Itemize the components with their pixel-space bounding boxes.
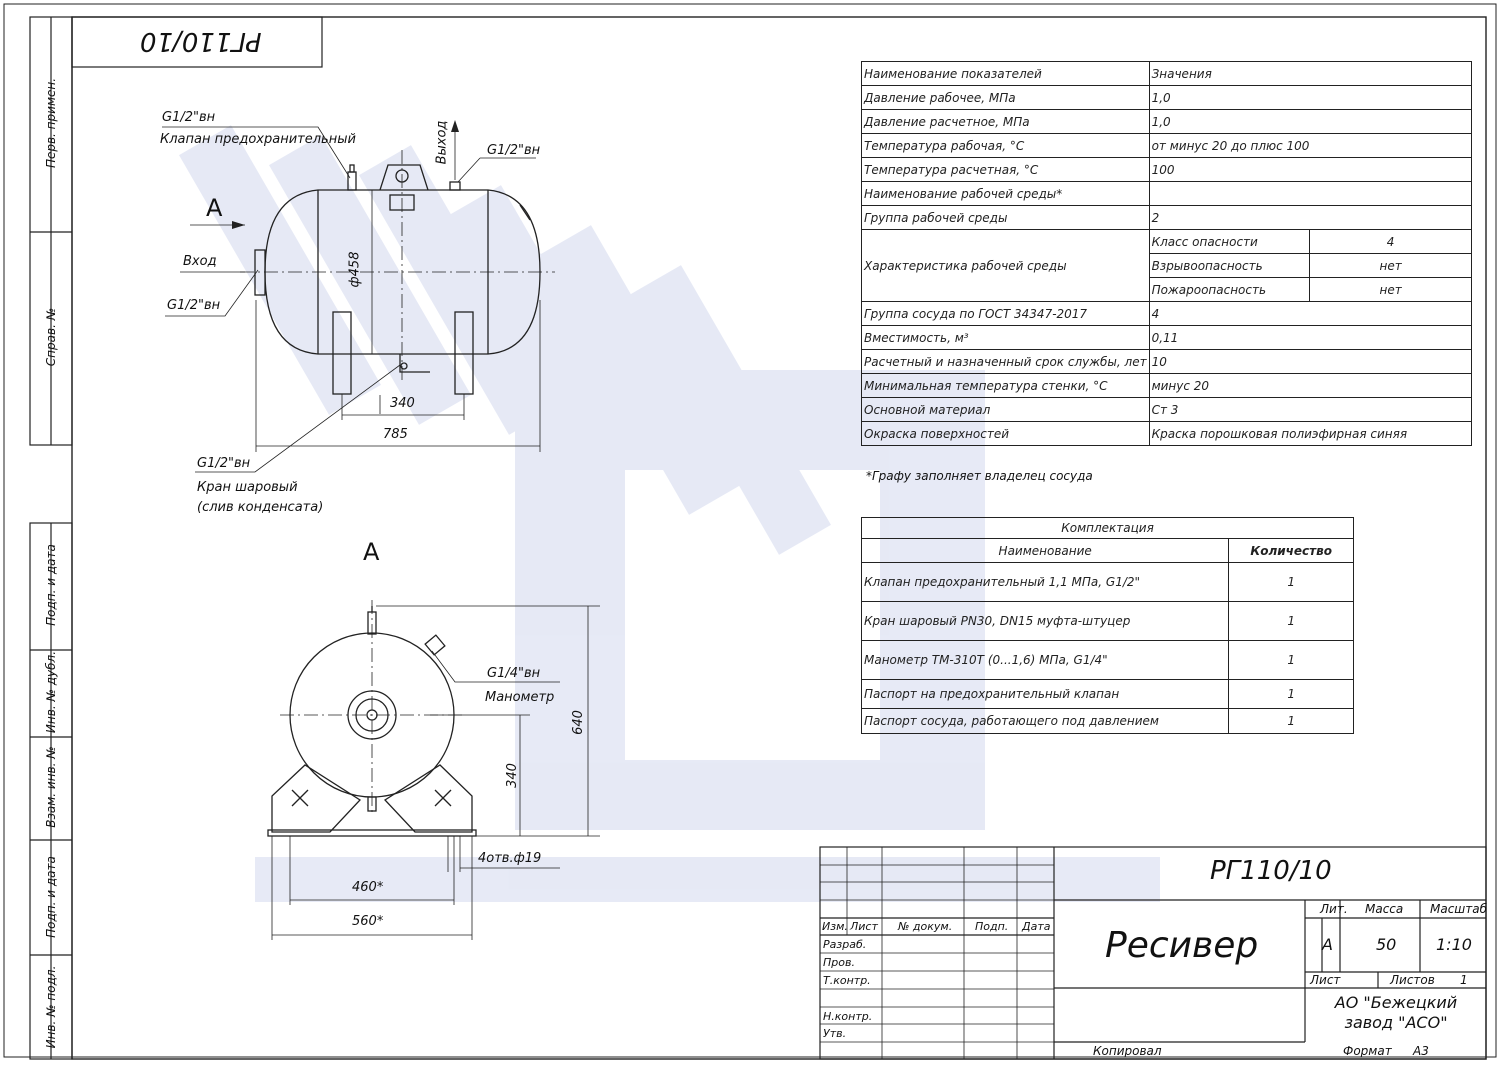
gauge-thread-label: G1/4"вн — [487, 666, 541, 681]
table-row: Паспорт сосуда, работающего под давлением 1 — [862, 709, 1354, 734]
table-row: Характеристика рабочей среды Класс опасности 4 — [862, 230, 1472, 254]
company-name: АО "Бежецкий завод "АСО" — [1334, 993, 1458, 1032]
holes-label: 4отв.ф19 — [478, 851, 542, 866]
role-tech-control: Т.контр. — [823, 974, 871, 987]
side-label-orig-inv: Инв. № подл. — [44, 965, 58, 1049]
kit-title-row: Комплектация — [862, 518, 1354, 539]
valve-thread-label: G1/2"вн — [162, 110, 216, 125]
inlet-label: Вход — [183, 254, 217, 269]
drain-label-1: Кран шаровый — [197, 480, 298, 495]
spec-header-row: Наименование показателей Значения — [862, 62, 1472, 86]
change-header-doc: № докум. — [898, 920, 953, 933]
outlet-thread-label: G1/2"вн — [487, 143, 541, 158]
mass-label: Масса — [1365, 902, 1404, 916]
spec-footnote: *Графу заполняет владелец сосуда — [866, 469, 1093, 483]
side-label-sign-date-2: Подп. и дата — [44, 856, 58, 938]
dim-340-horizontal: 340 — [390, 396, 415, 411]
side-label-sign-date-1: Подп. и дата — [44, 544, 58, 626]
table-row: Температура расчетная, °С 100 — [862, 158, 1472, 182]
outlet-label: Выход — [434, 120, 450, 165]
table-row: Группа сосуда по ГОСТ 34347-2017 4 — [862, 302, 1472, 326]
mass-value: 50 — [1376, 935, 1397, 954]
format-label: Формат — [1343, 1044, 1392, 1058]
sheets-value: 1 — [1460, 973, 1468, 987]
table-row: Манометр ТМ-310Т (0...1,6) МПа, G1/4" 1 — [862, 641, 1354, 680]
role-approver: Утв. — [823, 1027, 847, 1040]
spec-table — [861, 61, 1472, 446]
kit-header-row: Наименование Количество — [862, 539, 1354, 563]
dim-460: 460* — [352, 880, 384, 895]
change-header-sign: Подп. — [975, 920, 1009, 933]
view-a-title: А — [363, 538, 380, 566]
role-norm-control: Н.контр. — [823, 1010, 873, 1023]
table-row: Группа рабочей среды 2 — [862, 206, 1472, 230]
side-label-ref-no: Справ. № — [44, 307, 58, 367]
table-row: Давление расчетное, МПа 1,0 — [862, 110, 1472, 134]
scale-value: 1:10 — [1436, 935, 1472, 954]
valve-label: Клапан предохранительный — [160, 132, 356, 147]
table-row: Минимальная температура стенки, °С минус 20 — [862, 374, 1472, 398]
gauge-label: Манометр — [485, 690, 555, 705]
table-row: Давление рабочее, МПа 1,0 — [862, 86, 1472, 110]
table-row: Паспорт на предохранительный клапан 1 — [862, 680, 1354, 709]
table-row: Вместимость, м³ 0,11 — [862, 326, 1472, 350]
document-name: Ресивер — [1105, 925, 1259, 966]
dim-340-vertical: 340 — [504, 763, 520, 788]
title-code: РГ110/10 — [1210, 856, 1332, 886]
change-header-list: Лист — [850, 920, 878, 933]
side-label-first-use: Перв. примен. — [44, 77, 58, 169]
view-a-arrow-label: А — [206, 194, 223, 222]
sheets-label: Листов — [1390, 973, 1435, 987]
copied-by-label: Копировал — [1093, 1044, 1162, 1058]
table-row: Расчетный и назначенный срок службы, лет 10 — [862, 350, 1472, 374]
table-row: Пожароопасность нет — [862, 278, 1472, 302]
dim-640: 640 — [570, 710, 586, 735]
change-header-date: Дата — [1022, 920, 1051, 933]
scale-label: Масштаб — [1430, 902, 1488, 916]
inlet-thread-label: G1/2"вн — [167, 298, 221, 313]
drain-label-2: (слив конденсата) — [197, 500, 324, 515]
change-header-izm: Изм. — [822, 920, 848, 933]
dim-560: 560* — [352, 914, 384, 929]
table-row: Основной материал Ст 3 — [862, 398, 1472, 422]
lit-value: А — [1322, 935, 1333, 954]
side-label-dup-inv: Инв. № дубл. — [44, 650, 58, 734]
table-row: Температура рабочая, °С от минус 20 до плюс 100 — [862, 134, 1472, 158]
dim-785: 785 — [383, 427, 408, 442]
corner-code: РГ110/10 — [140, 26, 262, 56]
drain-thread-label: G1/2"вн — [197, 456, 251, 471]
format-value: А3 — [1413, 1044, 1429, 1058]
sheet-label: Лист — [1310, 973, 1341, 987]
role-checker: Пров. — [823, 956, 855, 969]
lit-label: Лит. — [1320, 902, 1348, 916]
table-row: Клапан предохранительный 1,1 МПа, G1/2" 1 — [862, 563, 1354, 602]
table-row: Наименование рабочей среды* — [862, 182, 1472, 206]
kit-table — [861, 517, 1354, 734]
role-developer: Разраб. — [823, 938, 867, 951]
side-label-repl-inv: Взам. инв. № — [44, 746, 58, 828]
table-row: Окраска поверхностей Краска порошковая полиэфирная синяя — [862, 422, 1472, 446]
table-row: Взрывоопасность нет — [862, 254, 1472, 278]
table-row: Кран шаровый PN30, DN15 муфта-штуцер 1 — [862, 602, 1354, 641]
dim-diameter: ф458 — [347, 251, 363, 288]
